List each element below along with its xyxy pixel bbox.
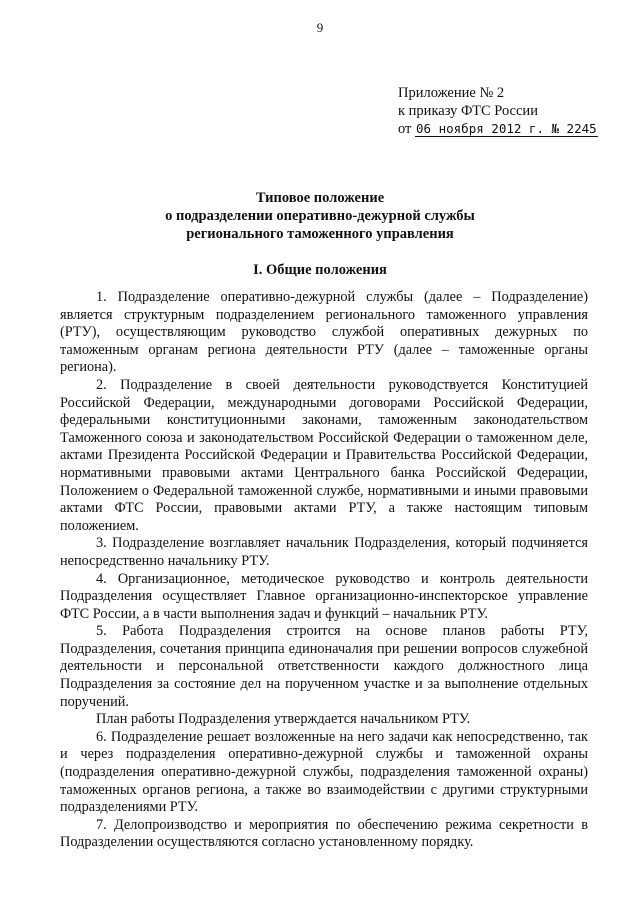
- document-body: [60, 289, 588, 852]
- title-line-3: регионального таможенного управления: [186, 226, 454, 242]
- paragraph-3: 3. Подразделение возглавляет начальник Подразделения, который подчиняется непосредственно начальнику РТУ.: [60, 535, 588, 569]
- document-title: [0, 189, 640, 243]
- appendix-header: [398, 84, 598, 138]
- appendix-line-1: Приложение № 2: [398, 85, 505, 101]
- appendix-date-prefix: от: [398, 121, 412, 137]
- paragraph-7: 7. Делопроизводство и мероприятия по обеспечению режима секретности в Подразделении осуществляются согласно установленному порядку.: [60, 816, 588, 851]
- section-title: I. Общие положения: [253, 262, 387, 278]
- order-date: 06 ноября 2012 г. № 2245: [416, 121, 597, 136]
- paragraph-6: 6. Подразделение решает возложенные на него задачи как непосредственно, так и через подразделения оперативно-дежурной службы и таможенной охраны (подразделения оперативно-дежурной службы, подразделения таможенной охраны) таможенных органов региона, а также во взаимодействии с другими структурными подразделениями РТУ.: [60, 728, 588, 816]
- title-line-2: о подразделении оперативно-дежурной службы: [165, 208, 475, 224]
- appendix-line-3: [398, 120, 598, 138]
- title-line-1: Типовое положение: [255, 190, 385, 206]
- paragraph-5: 5. Работа Подразделения строится на основе планов работы РТУ, Подразделения, сочетания принципа единоначалия при решении вопросов служебной деятельности и персональной ответственности каждого должностного лица Подразделения за состояние дел на порученном участке и за выполнение отдельных поручений.: [60, 623, 588, 710]
- page-number: 9: [316, 20, 324, 35]
- paragraph-5-plan: План работы Подразделения утверждается начальником РТУ.: [96, 711, 471, 728]
- appendix-line-2: к приказу ФТС России: [398, 103, 538, 119]
- paragraph-1: 1. Подразделение оперативно-дежурной службы (далее – Подразделение) является структурным подразделением регионального таможенного управления (РТУ), осуществляющим руководство службой оперативных дежурных по таможенным органам региона деятельности РТУ (далее – таможенные органы региона).: [60, 289, 588, 376]
- paragraph-4: 4. Организационное, методическое руководство и контроль деятельности Подразделения осуществляет Главное организационно-инспекторское управление ФТС России, а в части выполнения задач и функций – начальник РТУ.: [60, 570, 588, 622]
- paragraph-2: 2. Подразделение в своей деятельности руководствуется Конституцией Российской Федерации, международными договорами Российской Федерации, федеральными конституционными законами, таможенным законодательством Таможенного союза и законодательством Российской Федерации о таможенном деле, актами Президента Российской Федерации и Правительства Российской Федерации, нормативными правовыми актами Центрального банка Российской Федерации, Положением о Федеральной таможенной службе, нормативными и иными правовыми актами ФТС России, правовыми актами РТУ, а также настоящим типовым положением.: [60, 376, 588, 534]
